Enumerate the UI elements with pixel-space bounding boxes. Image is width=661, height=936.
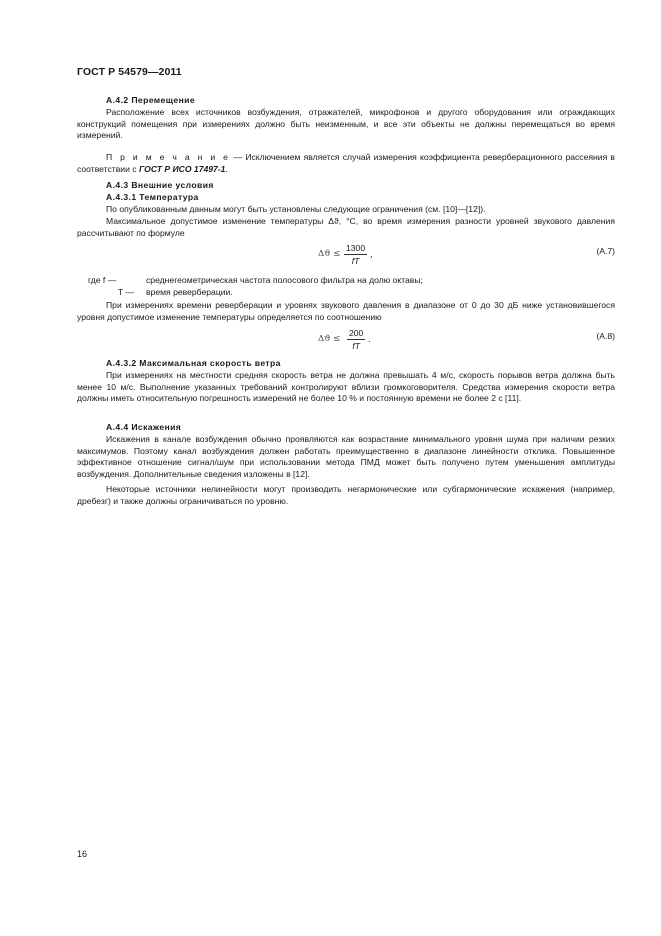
note-paragraph (77, 152, 615, 175)
formula-a7 (0, 243, 661, 269)
section-a4432-heading: А.4.3.2 Максимальная скорость ветра (106, 358, 281, 368)
formula-a7-denominator: fT (351, 256, 360, 266)
formula-a8-label: (А.8) (596, 331, 615, 341)
formula-a8-numerator: 200 (349, 328, 364, 338)
page-number: 16 (77, 849, 88, 859)
definition-row (88, 275, 423, 287)
document-header: ГОСТ Р 54579—2011 (77, 66, 182, 78)
formula-a7-numerator: 1300 (346, 243, 366, 253)
section-a444-paragraph-1: Искажения в канале возбуждения обычно проявляются как возрастание минимального уровня шума при наличии резких максимумов. Поэтому канал возбуждения должен работать преимущественно в диапазоне линейности отклика. Повышенное эффективное отношение сигнал/шум при использовании метода ПМД может быть получено путем уменьшения амплитуды возбуждения. Дополнительные сведения изложены в [12]. (77, 434, 615, 479)
section-a442-heading: А.4.2 Перемещение (106, 95, 196, 105)
definition-row (88, 287, 423, 299)
section-a4431-paragraph-1: По опубликованным данным могут быть установлены следующие ограничения (см. [10]—[12]). (106, 204, 486, 214)
note-reference: ГОСТ Р ИСО 17497-1 (138, 163, 226, 174)
section-a4431-paragraph-3: При измерениях времени реверберации и уровнях звукового давления в диапазоне от 0 до 30 дБ ниже установившегося уровня допустимое изменение температуры определяется по соотношению (77, 300, 615, 322)
note-label: П р и м е ч а н и е (106, 152, 231, 162)
formula-a8 (0, 328, 661, 354)
section-a444-paragraph-2: Некоторые источники нелинейности могут производить негармонические или субгармонические искажения (например, дребезг) и также должны ограничиваться по уровню. (77, 484, 615, 506)
note-text: — Исключением является случай измерения коэффициента реверберационного рассеяния в соответствии с (77, 152, 615, 174)
formula-a8-fraction (347, 328, 365, 351)
formula-a7-fraction (344, 243, 367, 266)
formula-a8-denominator: fT (352, 341, 360, 351)
section-a444-heading: А.4.4 Искажения (106, 422, 182, 432)
variable-definitions (88, 275, 423, 298)
note-end: . (225, 163, 228, 174)
definition-term: где f — (88, 275, 117, 285)
formula-a7-lhs: Δϑ ≤ (318, 249, 341, 259)
formula-a8-lhs: Δϑ ≤ (318, 334, 341, 344)
section-a4431-paragraph-2: Максимальное допустимое изменение температуры Δϑ, °С, во время измерения разности уровней звукового давления рассчитывают по формуле (77, 216, 615, 238)
section-a4431-heading: А.4.3.1 Температура (106, 192, 199, 202)
formula-a7-label: (А.7) (596, 246, 615, 256)
definition-desc: среднегеометрическая частота полосового фильтра на долю октавы; (146, 275, 423, 285)
formula-a7-comma: , (370, 250, 373, 260)
section-a442-text: Расположение всех источников возбуждения, отражателей, микрофонов и другого оборудования или ограждающих конструкций помещения при измерениях должно быть неизменным, и все эти объекты не должны перемещаться во время измерений. (77, 107, 615, 140)
formula-a8-comma: . (368, 335, 371, 345)
definition-term: T — (117, 286, 134, 297)
section-a4432-text: При измерениях на местности средняя скорость ветра не должна превышать 4 м/с, скорость порывов ветра должна быть менее 10 м/с. Выполнение указанных требований контролируют вблизи громкоговорителя. Средства измерения скорости ветра должны иметь относительную погрешность измерений не более 10 % и постоянную времени не более 2 с [11]. (77, 370, 615, 403)
section-a443-heading: А.4.3 Внешние условия (106, 180, 214, 190)
definition-desc: время реверберации. (146, 286, 233, 297)
